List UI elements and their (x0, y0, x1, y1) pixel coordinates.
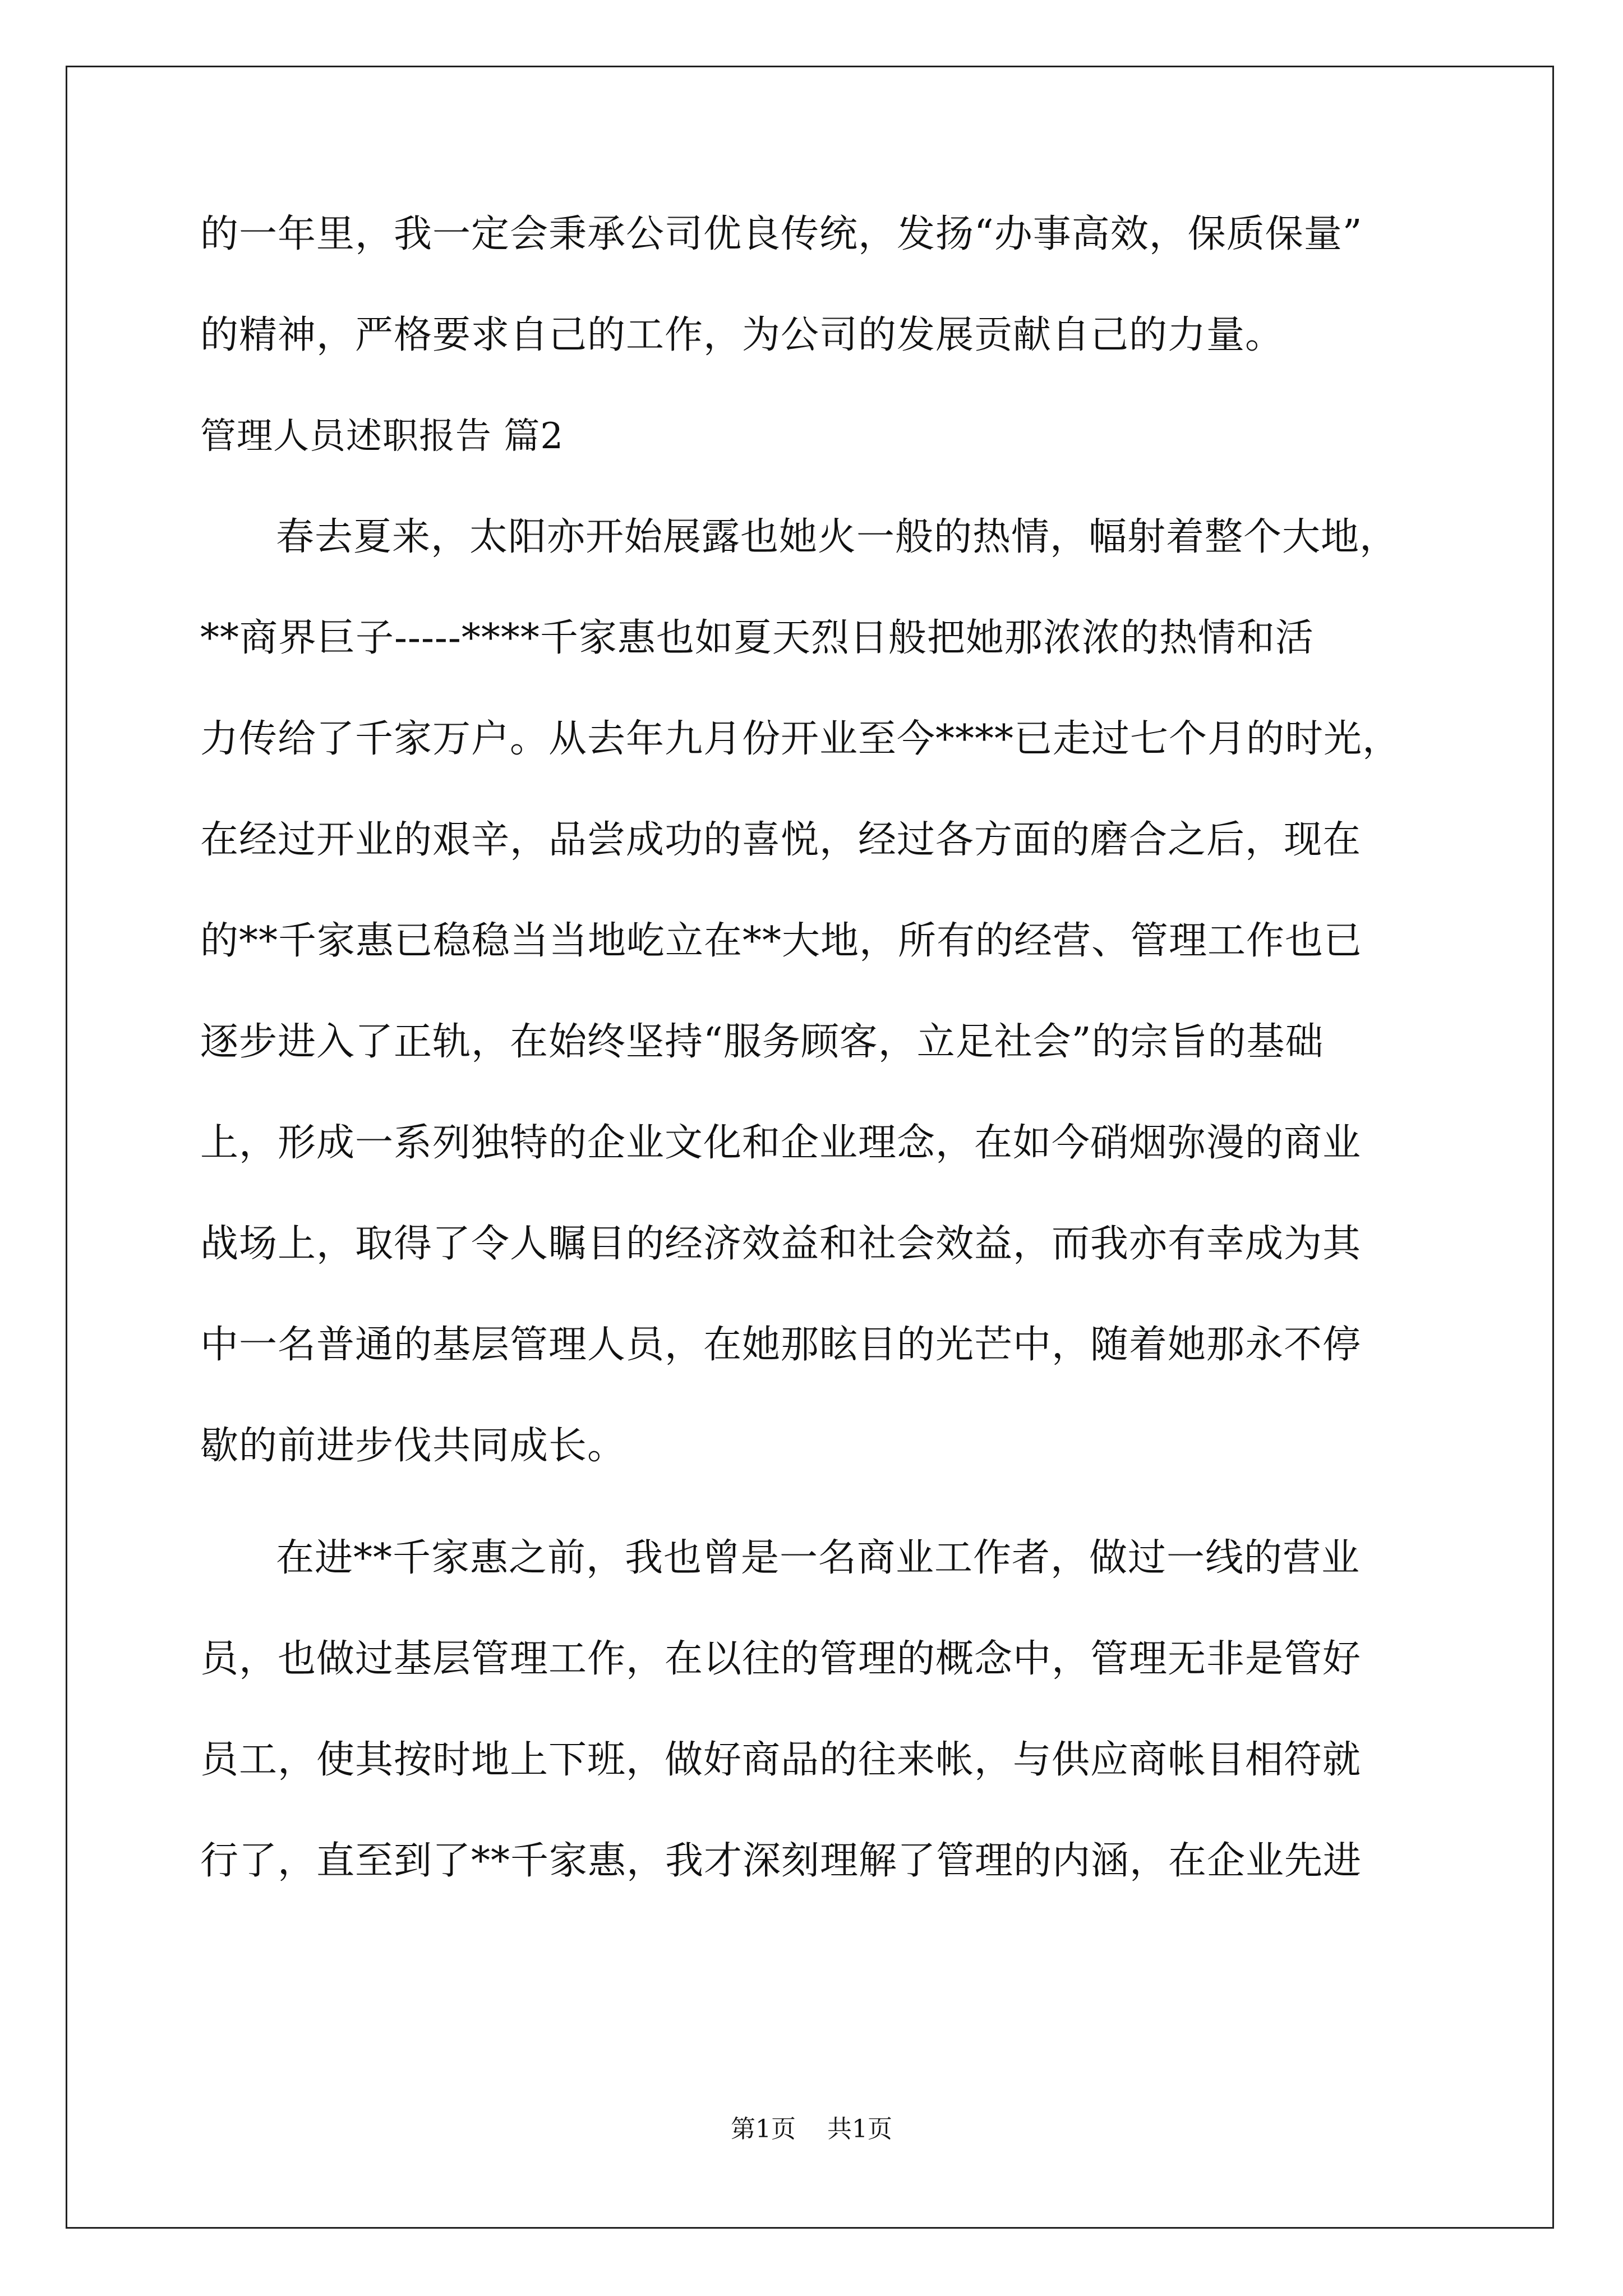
page-number-footer: 第1页 共1页 (731, 2115, 892, 2143)
body-line: 员工，使其按时地上下班，做好商品的往来帐，与供应商帐目相符就 (200, 1738, 1362, 1782)
body-line: 的一年里，我一定会秉承公司优良传统，发扬“办事高效，保质保量” (200, 212, 1363, 256)
body-line: 上，形成一系列独特的企业文化和企业理念，在如今硝烟弥漫的商业 (200, 1121, 1362, 1165)
paragraph-first-line: 春去夏来，太阳亦开始展露也她火一般的热情，幅射着整个大地， (276, 515, 1399, 559)
body-line: 的**千家惠已稳稳当当地屹立在**大地，所有的经营、管理工作也已 (200, 919, 1363, 963)
paragraph-first-line: 在进**千家惠之前，我也曾是一名商业工作者，做过一线的营业 (276, 1536, 1361, 1580)
body-line: 歇的前进步伐共同成长。 (200, 1424, 626, 1468)
body-line: 的精神，严格要求自己的工作，为公司的发展贡献自己的力量。 (200, 313, 1284, 357)
section-heading: 管理人员述职报告 篇2 (200, 416, 564, 457)
body-line: 战场上，取得了令人瞩目的经济效益和社会效益，而我亦有幸成为其 (200, 1222, 1362, 1266)
body-line: 力传给了千家万户。从去年九月份开业至今****已走过七个月的时光， (200, 717, 1401, 761)
body-line: 中一名普通的基层管理人员，在她那眩目的光芒中，随着她那永不停 (200, 1323, 1362, 1367)
body-line: 在经过开业的艰辛，品尝成功的喜悦，经过各方面的磨合之后，现在 (200, 818, 1362, 862)
body-line: 逐步进入了正轨，在始终坚持“服务顾客，立足社会”的宗旨的基础 (200, 1020, 1324, 1064)
body-line: **商界巨子-----****千家惠也如夏天烈日般把她那浓浓的热情和活 (200, 616, 1314, 660)
body-line: 员，也做过基层管理工作，在以往的管理的概念中，管理无非是管好 (200, 1637, 1362, 1681)
body-line: 行了，直至到了**千家惠，我才深刻理解了管理的内涵，在企业先进 (200, 1839, 1362, 1883)
